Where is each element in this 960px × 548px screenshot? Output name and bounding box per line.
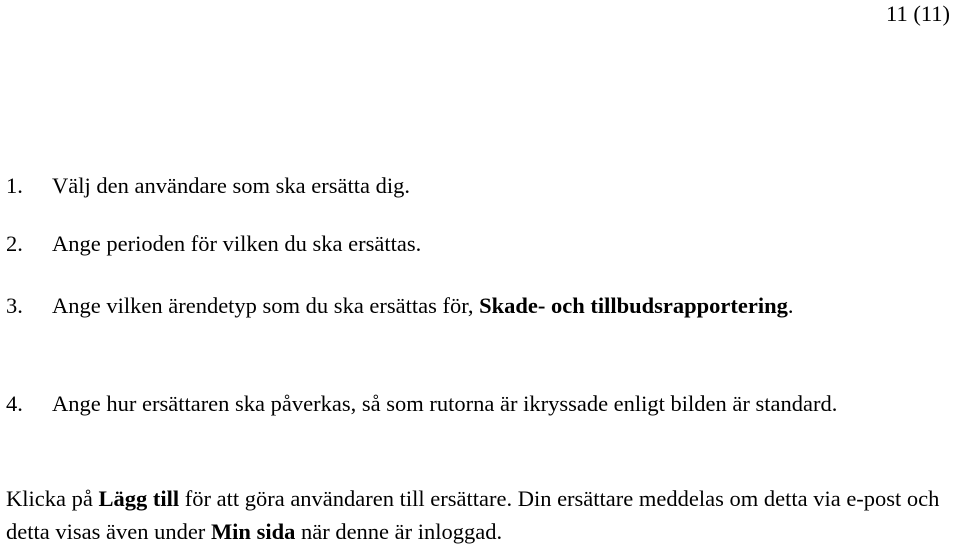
- list-item-number: 1.: [6, 173, 23, 198]
- list-item: [6, 289, 956, 323]
- text-segment: när denne är inloggad.: [295, 519, 503, 544]
- list-item-number: 2.: [6, 231, 23, 256]
- text-segment: för att göra användaren till ersättare. Din ersättare meddelas om detta via e-post och detta visas även under: [6, 486, 940, 544]
- list-item-text: Ange hur ersättaren ska påverkas, så som rutorna är ikryssade enligt bilden är standard.: [52, 391, 838, 416]
- list-item-text: Ange perioden för vilken du ska ersättas.: [52, 231, 422, 256]
- bold-term: Min sida: [210, 519, 296, 544]
- list-item-number: 3.: [6, 293, 23, 318]
- text-segment: Ange vilken ärendetyp som du ska ersättas för,: [52, 293, 480, 318]
- list-item: [6, 169, 956, 203]
- list-item-text: Välj den användare som ska ersätta dig.: [52, 173, 411, 198]
- text-segment: Klicka på: [6, 486, 99, 511]
- bold-term: Skade- och tillbudsrapportering: [479, 293, 788, 318]
- list-item: [6, 387, 956, 421]
- list-item-number: 4.: [6, 391, 23, 416]
- list-item: [6, 227, 956, 261]
- list-item-text: [52, 289, 956, 323]
- closing-paragraph: [6, 482, 956, 548]
- page-number: 11 (11): [886, 1, 950, 26]
- bold-term: Lägg till: [98, 486, 180, 511]
- text-segment: .: [787, 293, 794, 318]
